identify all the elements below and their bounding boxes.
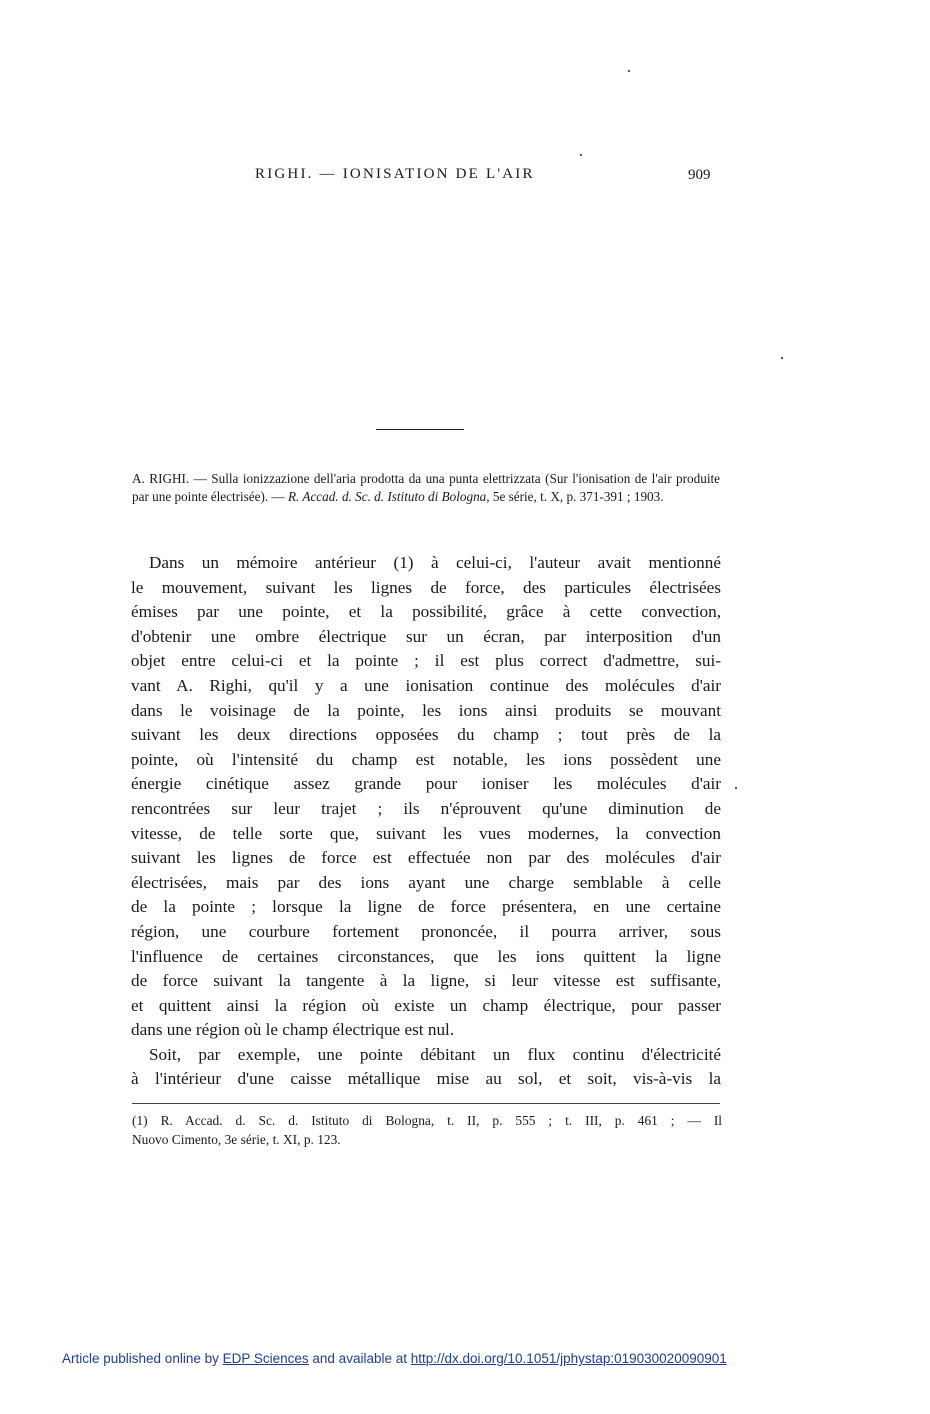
text-line: et quittent ainsi la région où existe un champ électrique, pour passer xyxy=(131,995,721,1015)
footnote xyxy=(132,1111,722,1149)
paragraph-1 xyxy=(131,551,721,1043)
text-line: pointe, où l'intensité du champ est notable, les ions possèdent une xyxy=(131,749,721,769)
doi-link[interactable]: http://dx.doi.org/10.1051/jphystap:019030020090901 xyxy=(410,1351,727,1366)
running-title: RIGHI. — IONISATION DE L'AIR xyxy=(255,166,535,182)
footer-prefix: Article published online by xyxy=(62,1351,223,1366)
text-line: de force suivant la tangente à la ligne, si leur vitesse est suffisante, xyxy=(131,971,721,991)
section-rule xyxy=(376,429,464,430)
scan-speck xyxy=(735,787,737,789)
article-body xyxy=(131,551,721,1092)
text-line: suivant les deux directions opposées du champ ; tout près de la xyxy=(131,725,721,745)
bib-journal: R. Accad. d. Sc. d. Istituto di Bologna xyxy=(287,489,487,504)
publisher-link[interactable]: EDP Sciences xyxy=(222,1351,309,1366)
paragraph-2 xyxy=(131,1043,721,1092)
text-line: suivant les lignes de force est effectuée non par des molécules d'air xyxy=(131,848,721,868)
scan-speck xyxy=(580,154,582,156)
text-line: objet entre celui-ci et la pointe ; il est plus correct d'admettre, sui- xyxy=(131,651,721,671)
footnote-rule xyxy=(132,1103,720,1104)
bib-details: , 5e série, t. X, p. 371-391 ; 1903. xyxy=(486,489,664,504)
text-line: vitesse, de telle sorte que, suivant les vues modernes, la convection xyxy=(131,823,721,843)
text-line: énergie cinétique assez grande pour ioniser les molécules d'air xyxy=(131,774,721,794)
text-line: l'influence de certaines circonstances, que les ions quittent la ligne xyxy=(131,946,721,966)
bib-author: A. RIGHI. xyxy=(132,471,190,486)
text-line: vant A. Righi, qu'il y a une ionisation continue des molécules d'air xyxy=(131,675,721,695)
text-line: à l'intérieur d'une caisse métallique mise au sol, et soit, vis-à-vis la xyxy=(131,1069,721,1089)
bib-title: Sulla ionizzazione dell'aria prodotta da una punta elettrizzata (Sur l'ionisation de l'air produite par une pointe électrisée). xyxy=(132,471,721,504)
footnote-line: Nuovo Cimento, 3e série, t. XI, p. 123. xyxy=(132,1132,341,1147)
publication-footer xyxy=(62,1351,727,1366)
page-number: 909 xyxy=(688,167,711,183)
text-line: de la pointe ; lorsque la ligne de force présentera, en une certaine xyxy=(131,897,721,917)
text-line: région, une courbure fortement prononcée, il pourra arriver, sous xyxy=(131,921,721,941)
text-line: Dans un mémoire antérieur (1) à celui-ci, l'auteur avait mentionné xyxy=(149,553,721,572)
text-line: Soit, par exemple, une pointe débitant un flux continu d'électricité xyxy=(149,1044,721,1064)
text-line: électrisées, mais par des ions ayant une charge semblable à celle xyxy=(131,872,721,892)
bib-dash-2: — xyxy=(268,489,288,504)
footer-middle: and available at xyxy=(308,1351,411,1366)
footnote-line: (1) R. Accad. d. Sc. d. Istituto di Bologna, t. II, p. 555 ; t. III, p. 461 ; — Il xyxy=(132,1113,722,1128)
text-line: dans une région où le champ électrique est nul. xyxy=(131,1020,455,1040)
scan-speck xyxy=(781,357,783,359)
bibliographic-reference xyxy=(132,470,720,506)
text-line: dans le voisinage de la pointe, les ions ainsi produits se mouvant xyxy=(131,700,721,720)
bib-dash: — xyxy=(189,471,212,486)
text-line: d'obtenir une ombre électrique sur un écran, par interposition d'un xyxy=(131,626,721,646)
text-line: le mouvement, suivant les lignes de force, des particules électrisées xyxy=(131,577,721,597)
text-line: émises par une pointe, et la possibilité, grâce à cette convection, xyxy=(131,602,721,622)
scan-speck xyxy=(628,70,630,72)
text-line: rencontrées sur leur trajet ; ils n'éprouvent qu'une diminution de xyxy=(131,798,721,818)
